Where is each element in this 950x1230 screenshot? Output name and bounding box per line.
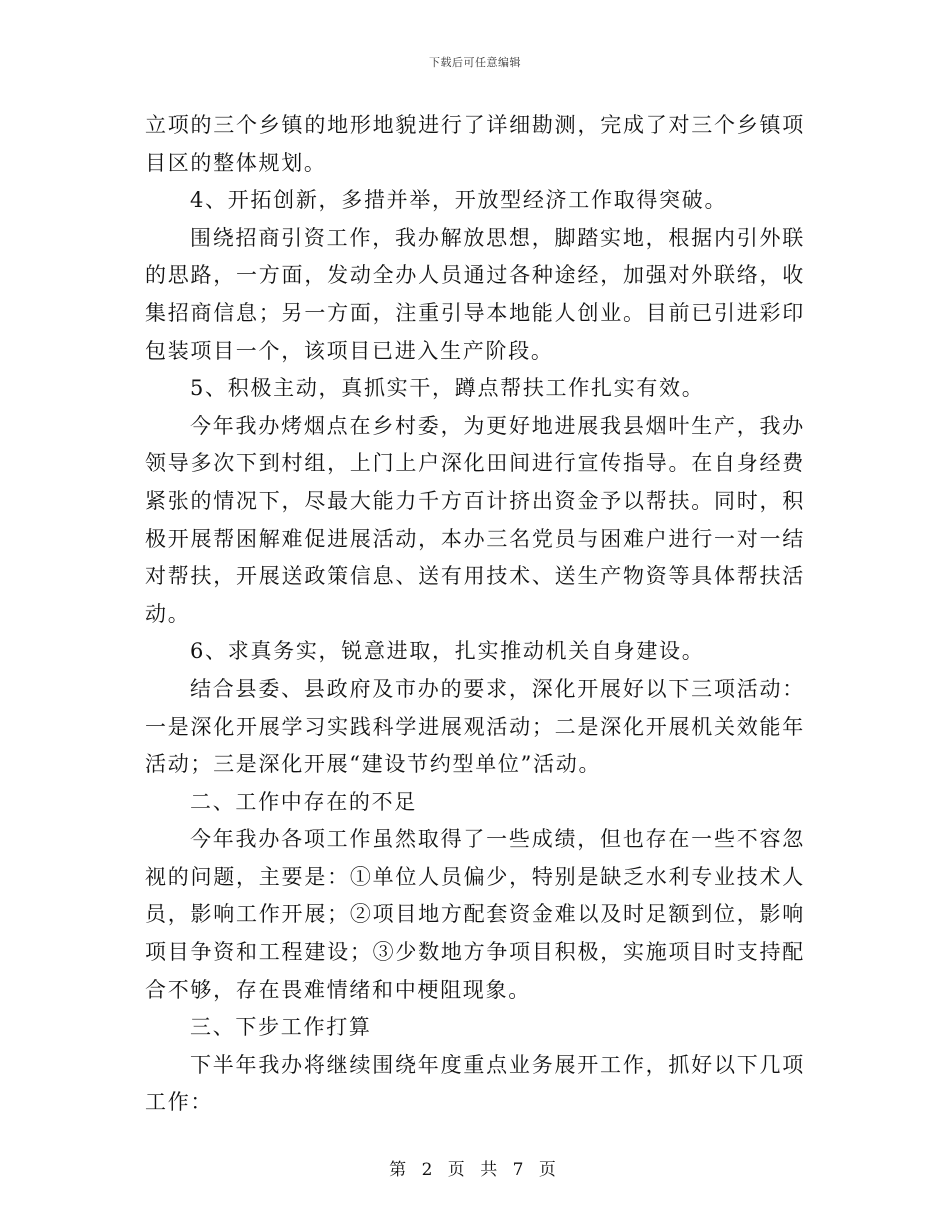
paragraph: 今年我办烤烟点在乡村委，为更好地进展我县烟叶生产，我办领导多次下到村组，上门上户深化田间进行宣传指导。在自身经费紧张的情况下，尽最大能力千方百计挤出资金予以帮扶。同时，积极开展帮困解难促进展活动，本办三名党员与困难户进行一对一结对帮扶，开展送政策信息、送有用技术、送生产物资等具体帮扶活动。 [145, 413, 805, 626]
page-number-footer: 第 2 页 共 7 页 [389, 1160, 561, 1180]
paragraph: 立项的三个乡镇的地形地貌进行了详细勘测，完成了对三个乡镇项目区的整体规划。 [145, 113, 805, 175]
section-heading: 4、开拓创新，多措并举，开放型经济工作取得突破。 [190, 188, 728, 213]
section-heading: 5、积极主动，真抓实干，蹲点帮扶工作扎实有效。 [190, 376, 705, 401]
paragraph: 下半年我办将继续围绕年度重点业务展开工作，抓好以下几项工作： [145, 1052, 805, 1115]
section-heading: 二、工作中存在的不足 [190, 789, 417, 814]
section-heading: 6、求真务实，锐意进取，扎实推动机关自身建设。 [190, 639, 705, 664]
paragraph: 围绕招商引资工作，我办解放思想，脚踏实地，根据内引外联的思路，一方面，发动全办人员通过各种途经，加强对外联络，收集招商信息；另一方面，注重引导本地能人创业。目前已引进彩印包装项目一个，该项目已进入生产阶段。 [145, 225, 805, 363]
document-body [145, 107, 805, 1122]
paragraph: 结合县委、县政府及市办的要求，深化开展好以下三项活动：一是深化开展学习实践科学进展观活动；二是深化开展机关效能年活动；三是深化开展“建设节约型单位”活动。 [145, 676, 805, 777]
page-header-note: 下载后可任意编辑 [429, 56, 521, 69]
paragraph: 今年我办各项工作虽然取得了一些成绩，但也存在一些不容忽视的问题，主要是：①单位人员偏少，特别是缺乏水利专业技术人员，影响工作开展；②项目地方配套资金难以及时足额到位，影响项目争资和工程建设；③少数地方争项目积极，实施项目时支持配合不够，存在畏难情绪和中梗阻现象。 [145, 827, 805, 1002]
section-heading: 三、下步工作打算 [190, 1015, 372, 1040]
